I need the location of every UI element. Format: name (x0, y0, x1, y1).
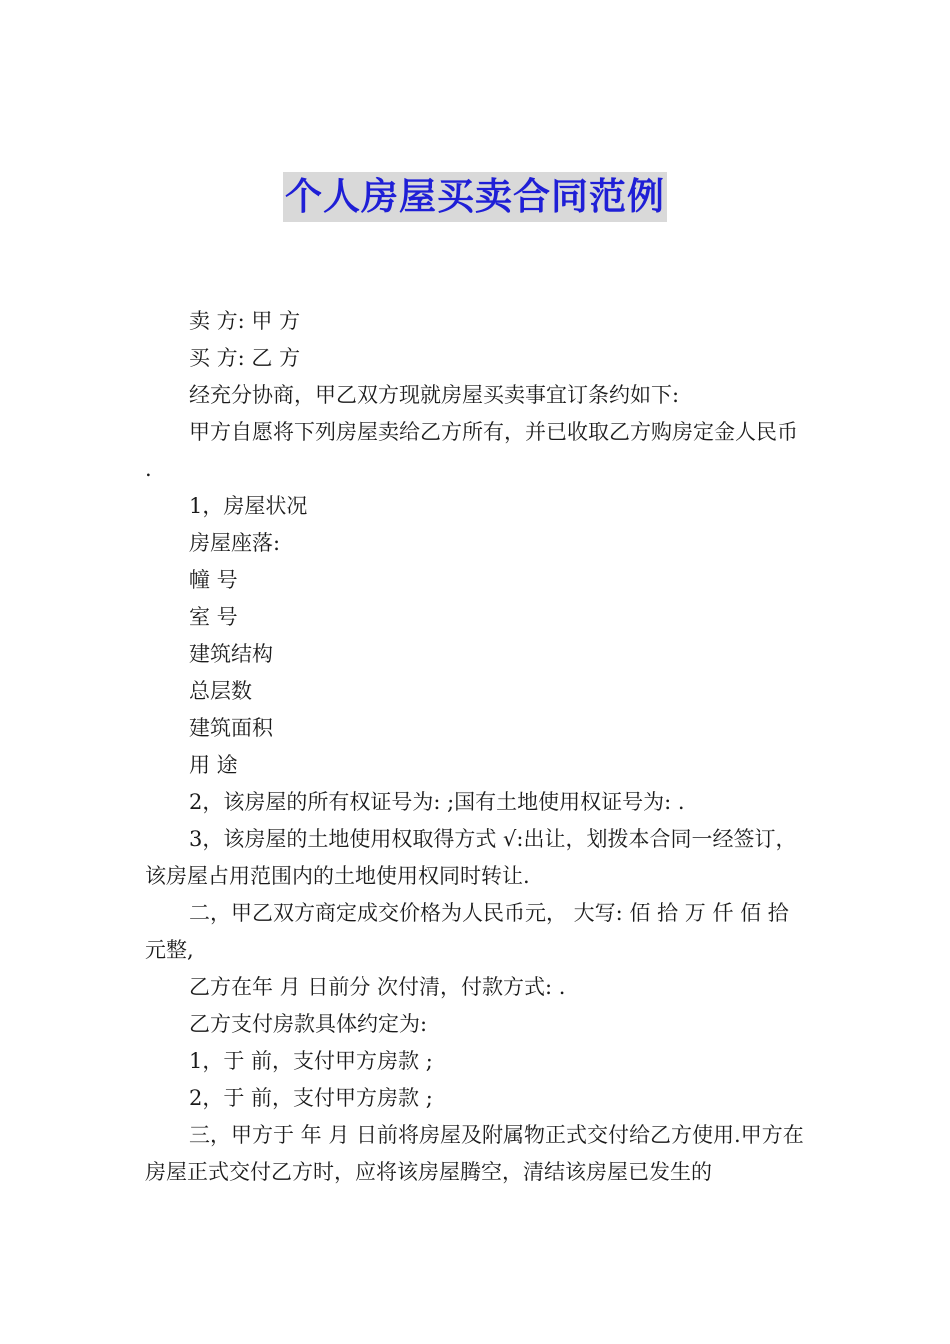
paragraph-seller: 卖 方: 甲 方 (189, 309, 301, 333)
paragraph-house-status: 1，房屋状况 (189, 494, 308, 518)
document-body (145, 303, 810, 1191)
paragraph-floors: 总层数 (189, 679, 252, 703)
paragraph-price: 二，甲乙双方商定成交价格为人民币元， 大写: 佰 拾 万 仟 佰 拾 元整, (145, 901, 796, 962)
paragraph-land-rights: 3，该房屋的土地使用权取得方式 √:出让，划拨本合同一经签订，该房屋占用范围内的土地使用权同时转让. (145, 827, 797, 888)
paragraph-structure: 建筑结构 (189, 642, 273, 666)
paragraph-delivery: 三，甲方于 年 月 日前将房屋及附属物正式交付给乙方使用.甲方在房屋正式交付乙方时，应将该房屋腾空，清结该房屋已发生的 (145, 1123, 804, 1184)
paragraph-certificate: 2，该房屋的所有权证号为: ;国有土地使用权证号为: . (189, 790, 685, 814)
paragraph-area: 建筑面积 (189, 716, 273, 740)
paragraph-payment-2: 2，于 前，支付甲方房款 ; (189, 1086, 433, 1110)
document-title: 个人房屋买卖合同范例 (283, 172, 667, 222)
paragraph-deposit: 甲方自愿将下列房屋卖给乙方所有，并已收取乙方购房定金人民币 . (145, 420, 805, 481)
paragraph-usage: 用 途 (189, 753, 238, 777)
paragraph-intro: 经充分协商，甲乙双方现就房屋买卖事宜订条约如下: (189, 383, 680, 407)
paragraph-payment-1: 1，于 前，支付甲方房款 ; (189, 1049, 433, 1073)
paragraph-payment-terms: 乙方支付房款具体约定为: (189, 1012, 428, 1036)
paragraph-building-no: 幢 号 (189, 568, 238, 592)
paragraph-buyer: 买 方: 乙 方 (189, 346, 301, 370)
paragraph-payment-method: 乙方在年 月 日前分 次付清，付款方式: . (189, 975, 566, 999)
paragraph-room-no: 室 号 (189, 605, 238, 629)
title-container (0, 172, 950, 222)
paragraph-location: 房屋座落: (189, 531, 281, 555)
